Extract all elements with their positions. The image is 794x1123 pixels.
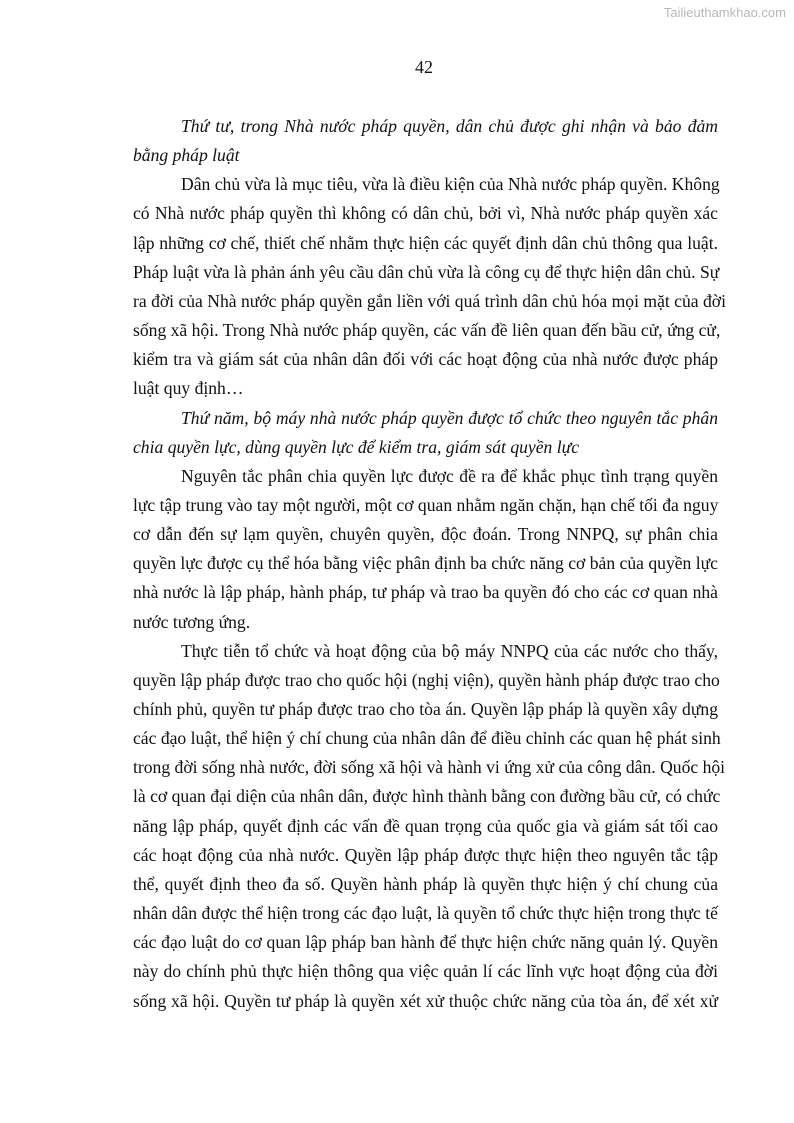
paragraph-line: này do chính phủ thực hiện thông qua việc quản lí các lĩnh vực hoạt động của đời [133,961,718,982]
paragraph-line: sống xã hội. Trong Nhà nước pháp quyền, các vấn đề liên quan đến bầu cử, ứng cử, [133,320,721,341]
section-heading-line: bằng pháp luật [133,145,240,166]
paragraph-line: Nguyên tắc phân chia quyền lực được đề ra để khắc phục tình trạng quyền [181,465,718,486]
paragraph-line: ra đời của Nhà nước pháp quyền gắn liền với quá trình dân chủ hóa mọi mặt của đời [133,290,726,311]
paragraph-line: quyền lập pháp được trao cho quốc hội (nghị viện), quyền hành pháp được trao cho [133,669,720,690]
section-heading-line: Thứ năm, bộ máy nhà nước pháp quyền được tổ chức theo nguyên tắc phân [181,407,718,428]
paragraph-line: năng lập pháp, quyết định các vấn đề quan trọng của quốc gia và giám sát tối cao [133,815,718,836]
paragraph-line: là cơ quan đại diện của nhân dân, được hình thành bằng con đường bầu cử, có chức [133,786,721,807]
page-number: 42 [415,57,433,77]
paragraph-line: các đạo luật do cơ quan lập pháp ban hành để thực hiện chức năng quản lý. Quyền [133,932,718,953]
paragraph-line: có Nhà nước pháp quyền thì không có dân chủ, bởi vì, Nhà nước pháp quyền xác [133,203,718,224]
paragraph-line: các hoạt động của nhà nước. Quyền lập pháp được thực hiện theo nguyên tắc tập [133,844,718,865]
paragraph-line: Thực tiễn tổ chức và hoạt động của bộ máy NNPQ của các nước cho thấy, [181,640,718,661]
paragraph-line: nhà nước là lập pháp, hành pháp, tư pháp và trao ba quyền đó cho các cơ quan nhà [133,582,718,603]
paragraph-line: sống xã hội. Quyền tư pháp là quyền xét xử thuộc chức năng của tòa án, để xét xử [133,990,718,1011]
paragraph-line: trong đời sống nhà nước, đời sống xã hội và hành vi ứng xử của công dân. Quốc hội [133,757,726,778]
paragraph-line: chính phủ, quyền tư pháp được trao cho tòa án. Quyền lập pháp là quyền xây dựng [133,699,718,719]
paragraph-line: các đạo luật, thể hiện ý chí chung của nhân dân để điều chỉnh các quan hệ phát sinh [133,728,721,749]
watermark: Tailieuthamkhao.com [663,5,786,20]
paragraph-line: cơ dẫn đến sự lạm quyền, chuyên quyền, độc đoán. Trong NNPQ, sự phân chia [133,524,718,545]
paragraph-line: luật quy định… [133,378,244,399]
paragraph-line: Pháp luật vừa là phản ánh yêu cầu dân chủ vừa là công cụ để thực hiện dân chủ. Sự [133,261,720,282]
paragraph-line: lực tập trung vào tay một người, một cơ quan nhằm ngăn chặn, hạn chế tối đa nguy [133,494,719,515]
section-heading-line: Thứ tư, trong Nhà nước pháp quyền, dân chủ được ghi nhận và bảo đảm [181,116,718,136]
paragraph-line: Dân chủ vừa là mục tiêu, vừa là điều kiện của Nhà nước pháp quyền. Không [181,174,720,195]
paragraph-line: quyền lực được cụ thể hóa bằng việc phân định ba chức năng cơ bản của quyền lực [133,553,718,574]
paragraph-line: thể, quyết định theo đa số. Quyền hành pháp là quyền thực hiện ý chí chung của [133,873,718,894]
paragraph-line: nước tương ứng. [133,611,251,632]
paragraph-line: kiểm tra và giám sát của nhân dân đối với các hoạt động của nhà nước được pháp [133,349,718,370]
section-heading-line: chia quyền lực, dùng quyền lực để kiểm tra, giám sát quyền lực [133,436,580,457]
paragraph-line: nhân dân được thể hiện trong các đạo luật, là quyền tổ chức thực hiện trong thực tế [133,903,718,924]
paragraph-line: lập những cơ chế, thiết chế nhằm thực hiện các quyết định dân chủ thông qua luật. [133,232,718,253]
